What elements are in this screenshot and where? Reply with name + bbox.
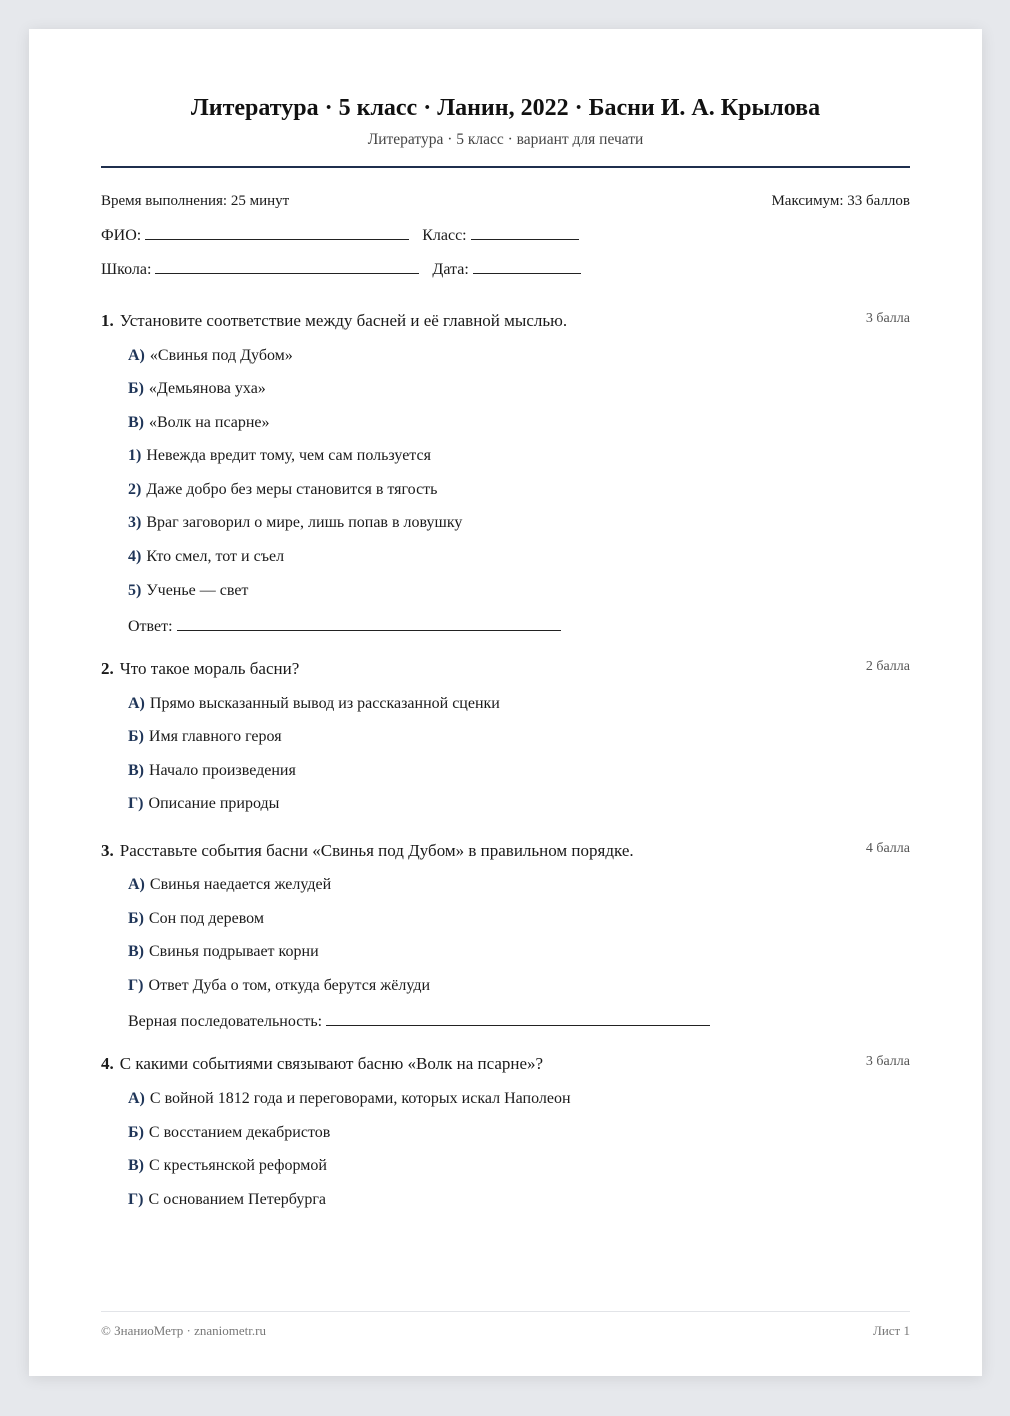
question-2 <box>101 659 910 812</box>
option-a <box>128 347 293 365</box>
answer-blank[interactable] <box>177 616 561 631</box>
option-text: С войной 1812 года и переговорами, которых искал Наполеон <box>149 1090 571 1107</box>
time-limit: Время выполнения: 25 минут <box>101 193 290 209</box>
option-text: С основанием Петербурга <box>148 1191 326 1208</box>
answer-label: Ответ: <box>128 618 173 635</box>
option-label: Г) <box>128 795 144 812</box>
question-1-text <box>101 311 910 331</box>
question-number: 4. <box>101 1054 114 1073</box>
option-text: Свинья наедается желудей <box>149 876 332 893</box>
option-label: Г) <box>128 977 144 994</box>
answer-row <box>128 616 561 636</box>
option-label: В) <box>128 1157 144 1174</box>
option-4 <box>128 548 284 566</box>
option-label: Б) <box>128 380 144 397</box>
option-label: 3) <box>128 514 142 531</box>
school-blank[interactable] <box>155 259 419 274</box>
footer-divider <box>101 1311 910 1312</box>
max-score: Максимум: 33 баллов <box>771 193 910 209</box>
question-points: 2 балла <box>865 659 910 674</box>
option-label: 4) <box>128 548 142 565</box>
option-label: А) <box>128 695 145 712</box>
question-number: 2. <box>101 659 114 678</box>
option-text: «Свинья под Дубом» <box>149 347 293 364</box>
school-label: Школа: <box>101 261 152 278</box>
option-a <box>128 1090 571 1108</box>
question-2-text <box>101 659 910 679</box>
option-g <box>128 795 279 813</box>
fio-class-row <box>101 225 579 245</box>
option-text: Даже добро без меры становится в тягость <box>146 481 438 498</box>
option-b <box>128 1124 330 1142</box>
option-v <box>128 414 270 432</box>
meta-row <box>101 193 910 210</box>
option-text: «Волк на псарне» <box>149 414 270 431</box>
question-points: 3 балла <box>865 311 910 326</box>
option-a <box>128 695 500 713</box>
option-g <box>128 1191 326 1209</box>
question-points: 4 балла <box>865 841 910 856</box>
option-a <box>128 876 331 894</box>
answer-label: Верная последовательность: <box>128 1013 323 1030</box>
option-g <box>128 977 430 995</box>
class-label: Класс: <box>422 227 467 244</box>
option-label: В) <box>128 943 144 960</box>
question-1 <box>101 311 910 635</box>
option-text: С крестьянской реформой <box>149 1157 327 1174</box>
option-text: Ученье — свет <box>146 582 249 599</box>
worksheet-page <box>29 29 982 1376</box>
option-text: Имя главного героя <box>148 728 282 745</box>
option-text: Прямо высказанный вывод из рассказанной сценки <box>149 695 500 712</box>
page-title: Литература · 5 класс · Ланин, 2022 · Басни И. А. Крылова <box>190 95 821 121</box>
option-label: Б) <box>128 728 144 745</box>
option-v <box>128 943 319 961</box>
question-3 <box>101 841 910 1030</box>
option-5 <box>128 582 248 600</box>
option-label: Б) <box>128 1124 144 1141</box>
option-text: Враг заговорил о мире, лишь попав в ловушку <box>146 514 463 531</box>
option-1 <box>128 447 431 465</box>
option-label: 1) <box>128 447 142 464</box>
question-number: 3. <box>101 841 114 860</box>
option-label: А) <box>128 347 145 364</box>
question-prompt: Что такое мораль басни? <box>119 659 300 678</box>
footer-copyright: © ЗнаниоМетр · znaniometr.ru <box>101 1323 266 1338</box>
question-prompt: С какими событиями связывают басню «Волк на псарне»? <box>119 1054 544 1073</box>
header-divider <box>101 166 910 168</box>
option-label: А) <box>128 876 145 893</box>
page-content <box>101 29 910 1376</box>
option-text: Начало произведения <box>149 762 296 779</box>
question-prompt: Расставьте события басни «Свинья под Дубом» в правильном порядке. <box>119 841 634 860</box>
school-date-row <box>101 259 581 279</box>
date-blank[interactable] <box>473 259 581 274</box>
answer-row <box>128 1011 710 1031</box>
option-text: С восстанием декабристов <box>148 1124 331 1141</box>
option-text: Описание природы <box>148 795 280 812</box>
fio-label: ФИО: <box>101 227 142 244</box>
question-points: 3 балла <box>865 1054 910 1069</box>
question-4-text <box>101 1054 910 1074</box>
sheet-number: Лист 1 <box>873 1323 910 1338</box>
option-text: Ответ Дуба о том, откуда берутся жёлуди <box>148 977 431 994</box>
option-label: А) <box>128 1090 145 1107</box>
date-label: Дата: <box>432 261 469 278</box>
option-label: 2) <box>128 481 142 498</box>
option-label: В) <box>128 414 144 431</box>
option-3 <box>128 514 462 532</box>
option-text: Сон под деревом <box>148 910 264 927</box>
option-b <box>128 728 282 746</box>
question-prompt: Установите соответствие между басней и её главной мыслью. <box>119 311 568 330</box>
question-4 <box>101 1054 910 1208</box>
option-2 <box>128 481 437 499</box>
question-3-text <box>101 841 910 861</box>
option-text: «Демьянова уха» <box>148 380 266 397</box>
option-b <box>128 380 266 398</box>
option-v <box>128 1157 327 1175</box>
question-number: 1. <box>101 311 114 330</box>
option-text: Кто смел, тот и съел <box>146 548 285 565</box>
option-text: Свинья подрывает корни <box>149 943 319 960</box>
answer-blank[interactable] <box>326 1011 710 1026</box>
page-footer <box>101 1323 910 1339</box>
option-v <box>128 762 296 780</box>
page-subtitle: Литература · 5 класс · вариант для печати <box>367 131 644 148</box>
fio-blank[interactable] <box>145 225 409 240</box>
option-b <box>128 910 264 928</box>
option-label: В) <box>128 762 144 779</box>
class-blank[interactable] <box>471 225 579 240</box>
option-label: Г) <box>128 1191 144 1208</box>
option-text: Невежда вредит тому, чем сам пользуется <box>146 447 431 464</box>
option-label: Б) <box>128 910 144 927</box>
option-label: 5) <box>128 582 142 599</box>
